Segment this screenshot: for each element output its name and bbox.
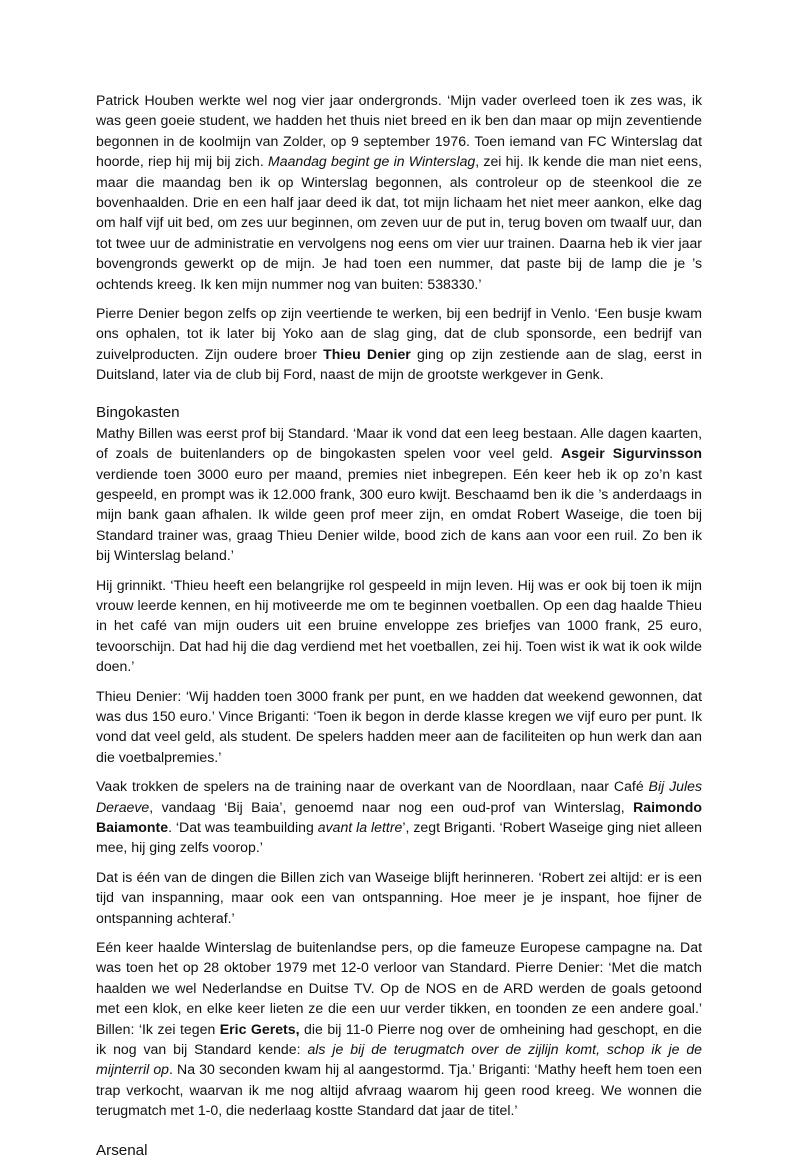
heading-arsenal: Arsenal [96, 1141, 148, 1159]
text-run: Vaak trokken de spelers na de training naar de overkant van de Noordlaan, naar Café [96, 778, 649, 795]
paragraph-billen [96, 423, 702, 566]
paragraph-denier [96, 303, 702, 385]
text-run: verdiende toen 3000 euro per maand, premies niet inbegrepen. Eén keer heb ik op zo’n kast gespeeld, en prompt was ik 12.000 frank, 300 euro kwijt. Beschaamd ben ik die ’s anderdaags in mijn bank gaan afhalen. Ik wilde geen prof meer zijn, en omdat Robert Waseige, die toen bij Standard trainer was, graag Thieu Denier wilde, bood zich de kans aan voor een ruil. Zo ben ik bij Winterslag beland.’ [96, 465, 702, 564]
italic-text: als je bij de terugmatch over de zijlijn komt, schop ik je de mijnterril op [96, 1041, 703, 1078]
heading-bingokasten: Bingokasten [96, 403, 180, 421]
text-run: . Na 30 seconden kwam hij al aangestormd. Tja.’ Briganti: ‘Mathy heeft hem toen een trap verkocht, waarvan ik me nog altijd afvraag waarom hij geen rood kreeg. We wonnen die terugmatch met 1-0, die nederlaag kostte Standard dat jaar de titel.’ [96, 1061, 703, 1119]
italic-text: Maandag begint ge in Winterslag [267, 153, 476, 170]
text-run: . ‘Dat was teambuilding [168, 819, 318, 835]
paragraph-grinnikt [96, 575, 702, 677]
text-run: ging op zijn zestiende aan de slag, eerst in Duitsland, later via de club bij Ford, naast de mijn de grootste werkgever in Genk. [96, 345, 702, 383]
paragraph-standard-match [96, 937, 702, 1121]
intro-section [96, 90, 702, 385]
italic-text: Bij Jules Deraeve [96, 778, 702, 815]
text-run: Patrick Houben werkte wel nog vier jaar ondergronds. ‘Mijn vader overleed toen ik zes was, ik was geen goeie student, we hadden het thuis niet breed en ik ben dan maar op mijn zeventiende begonnen in de koolmijn van Zolder, op 9 september 1976. Toen iemand van FC Winterslag dat hoorde, riep hij mij bij zich. [96, 92, 702, 170]
paragraph-cafe [96, 776, 702, 858]
bold-name: Thieu Denier [323, 345, 411, 362]
bold-name: Asgeir Sigurvinsson [560, 445, 702, 462]
text-run: die bij 11-0 Pierre nog over de omheining had geschopt, en die ik nog van bij Standard kende: [96, 1020, 702, 1058]
text-run: Hij grinnikt. ‘Thieu heeft een belangrijke rol gespeeld in mijn leven. Hij was er ook bij toen ik mijn vrouw leerde kennen, en hij motiveerde me om te beginnen voetballen. Op een dag haalde Thieu in het café van mijn ouders uit een bruine enveloppe zes briefjes van 1000 frank, 25 euro, tevoorschijn. Dat had hij die dag verdiend met het voetballen, zei hij. Toen wist ik wat ik ook wilde doen.’ [96, 576, 702, 675]
text-run: , vandaag ‘Bij Baia’, genoemd naar nog een oud-prof van Winterslag, [149, 798, 634, 815]
text-run: ’, zegt Briganti. ‘Robert Waseige ging niet alleen mee, hij ging zelfs voorop.’ [96, 819, 702, 856]
text-run: Thieu Denier: ‘Wij hadden toen 3000 frank per punt, en we hadden dat weekend gewonnen, dat was dus 150 euro.’ Vince Briganti: ‘Toen ik begon in derde klasse kregen we vijf euro per punt. Ik vond dat veel geld, als student. De spelers hadden meer aan de faciliteiten op hun werk dan aan die voetbalpremies.’ [96, 687, 702, 765]
paragraph-houben [96, 90, 702, 294]
text-run: Pierre Denier begon zelfs op zijn veertiende te werken, bij een bedrijf in Venlo. ‘Een busje kwam ons ophalen, tot ik later bij Yoko aan de slag ging, dat de club sponsorde, een bedrijf van zuivelproducten. Zijn oudere broer [96, 305, 702, 362]
paragraph-premies [96, 686, 702, 768]
bold-name: Raimondo Baiamonte [96, 798, 702, 835]
paragraph-waseige [96, 867, 702, 928]
bingo-section [96, 423, 702, 1121]
text-run: Eén keer haalde Winterslag de buitenlandse pers, op die fameuze Europese campagne na. Dat was toen het op 28 oktober 1979 met 12-0 verloor van Standard. Pierre Denier: ‘Met die match haalden we wel Nederlandse en Duitse TV. Op de NOS en de ARD werden de goals getoond met een klok, en elke keer lieten ze die een uur verder tikken, en toonden ze een andere goal.’ Billen: ‘Ik zei tegen [96, 939, 702, 1037]
bold-name: Eric Gerets, [219, 1020, 300, 1037]
text-run: Mathy Billen was eerst prof bij Standard. ‘Maar ik vond dat een leeg bestaan. Alle dagen kaarten, of zoals de buitenlanders op de bingokasten spelen voor veel geld. [96, 424, 702, 462]
text-run: Dat is één van de dingen die Billen zich van Waseige blijft herinneren. ‘Robert zei altijd: er is een tijd van inspanning, maar ook een van ontspanning. Hoe meer je je inspant, hoe fijner de ontspanning achteraf.’ [96, 868, 702, 926]
italic-text: avant la lettre [317, 819, 403, 835]
text-run: , zei hij. Ik kende die man niet eens, maar die maandag ben ik op Winterslag begonnen, als controleur op de steenkool die ze bovenhaalden. Drie en een half jaar deed ik dat, tot mijn lichaam het niet meer aankon, elke dag om half vijf uit bed, om zes uur beginnen, om zeven uur de put in, terug boven om twaalf uur, dan tot twee uur de administratie en vervolgens nog eens om vier uur trainen. Daarna heb ik vier jaar bovengronds gewerkt op de mijn. Je had toen een nummer, dat paste bij de lamp die je ’s ochtends kreeg. Ik ken mijn nummer nog van buiten: 538330.’ [96, 153, 702, 292]
